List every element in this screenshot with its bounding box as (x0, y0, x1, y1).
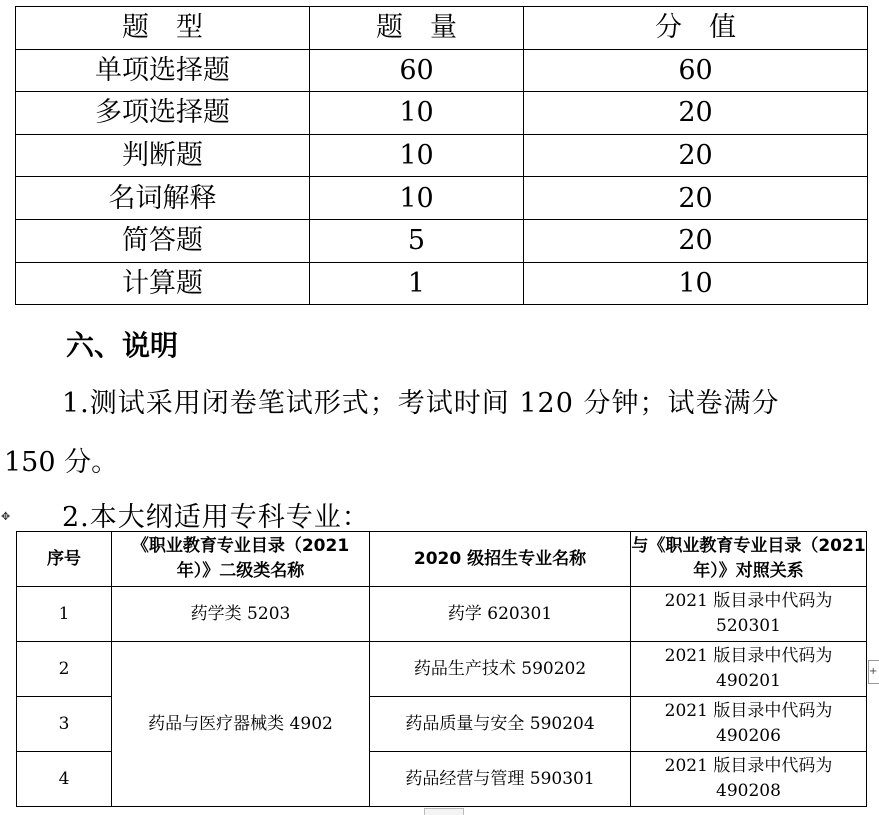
question-type-cell: 单项选择题 (16, 49, 310, 92)
question-count-cell: 10 (310, 177, 524, 220)
header-category-name: 《职业教育专业目录（2021 年）》二级类名称 (112, 532, 370, 587)
mapping-cell: 2021 版目录中代码为 490206 (631, 697, 867, 752)
applicable-majors-table (16, 531, 867, 807)
score-distribution-table (15, 6, 868, 305)
header-serial-number: 序号 (17, 532, 112, 587)
table-row (17, 642, 867, 697)
header-question-type: 题 型 (16, 7, 310, 50)
score-cell: 20 (524, 134, 868, 177)
major-cell: 药品质量与安全 590204 (370, 697, 631, 752)
score-cell: 60 (524, 49, 868, 92)
header-major-name: 2020 级招生专业名称 (370, 532, 631, 587)
serial-number-cell: 1 (17, 587, 112, 642)
table-row (16, 134, 868, 177)
table-header-row (16, 7, 868, 50)
score-cell: 10 (524, 262, 868, 305)
header-mapping: 与《职业教育专业目录（2021 年）》对照关系 (631, 532, 867, 587)
major-cell: 药学 620301 (370, 587, 631, 642)
table-row (16, 262, 868, 305)
question-type-cell: 简答题 (16, 219, 310, 262)
category-cell: 药品与医疗器械类 4902 (112, 642, 370, 807)
question-type-cell: 多项选择题 (16, 92, 310, 135)
paragraph-applicable-majors: 2.本大纲适用专科专业： (62, 502, 370, 533)
plus-icon[interactable]: + (868, 660, 879, 684)
question-count-cell: 5 (310, 219, 524, 262)
serial-number-cell: 4 (17, 752, 112, 807)
question-count-cell: 10 (310, 92, 524, 135)
question-type-cell: 计算题 (16, 262, 310, 305)
major-cell: 药品生产技术 590202 (370, 642, 631, 697)
section-heading: 六、说明 (66, 329, 179, 362)
table-row (16, 49, 868, 92)
question-count-cell: 60 (310, 49, 524, 92)
header-score: 分 值 (524, 7, 868, 50)
table-row (17, 587, 867, 642)
header-question-count: 题 量 (310, 7, 524, 50)
question-count-cell: 10 (310, 134, 524, 177)
paragraph-exam-format-continued: 150 分。 (4, 447, 119, 478)
table-row (16, 92, 868, 135)
paragraph-exam-format: 1.测试采用闭卷笔试形式；考试时间 120 分钟；试卷满分 (62, 388, 780, 419)
question-count-cell: 1 (310, 262, 524, 305)
mapping-cell: 2021 版目录中代码为 490208 (631, 752, 867, 807)
score-cell: 20 (524, 219, 868, 262)
table-row (16, 177, 868, 220)
serial-number-cell: 2 (17, 642, 112, 697)
category-cell: 药学类 5203 (112, 587, 370, 642)
mapping-cell: 2021 版目录中代码为 490201 (631, 642, 867, 697)
mapping-cell: 2021 版目录中代码为 520301 (631, 587, 867, 642)
table-header-row (17, 532, 867, 587)
serial-number-cell: 3 (17, 697, 112, 752)
table-bottom-resize-handle[interactable] (424, 808, 464, 815)
question-type-cell: 判断题 (16, 134, 310, 177)
table-row (16, 219, 868, 262)
move-arrows-icon[interactable]: ✥ (1, 510, 11, 523)
question-type-cell: 名词解释 (16, 177, 310, 220)
score-cell: 20 (524, 177, 868, 220)
score-cell: 20 (524, 92, 868, 135)
major-cell: 药品经营与管理 590301 (370, 752, 631, 807)
